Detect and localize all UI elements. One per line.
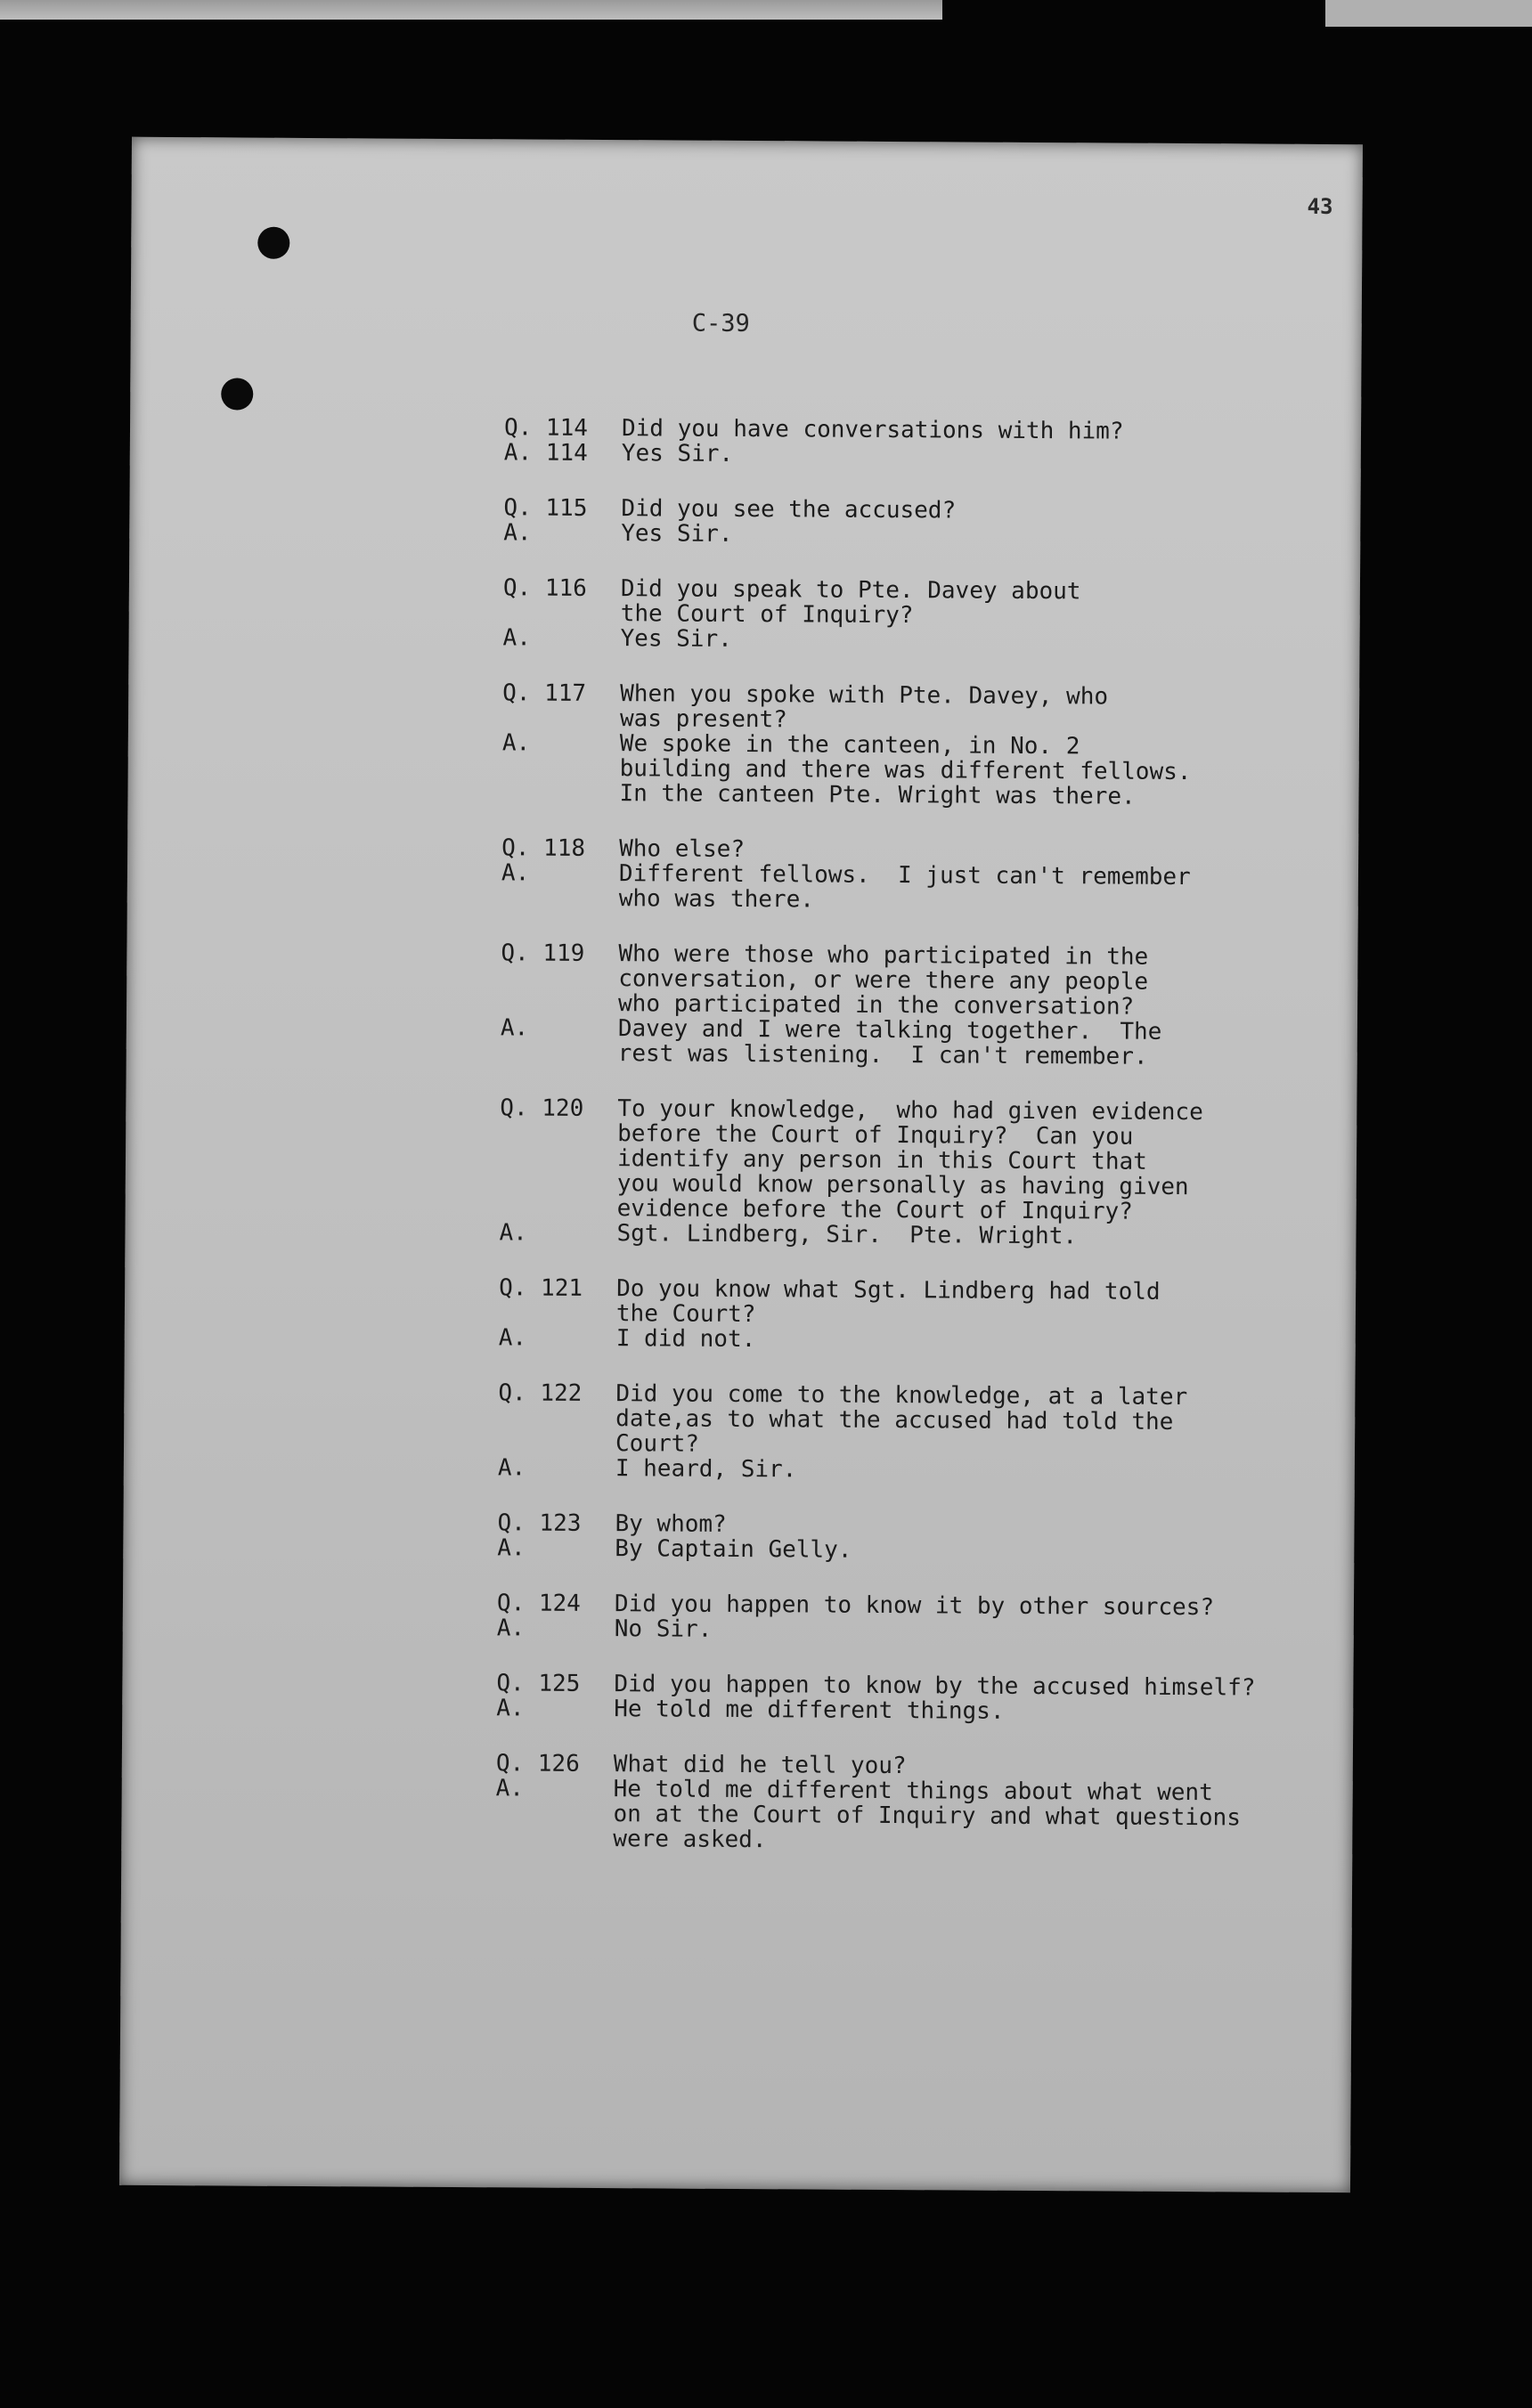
qa-text: Different fellows. I just can't remember <box>618 860 1191 891</box>
qa-label: A. <box>497 1454 526 1482</box>
qa-text: I did not. <box>615 1325 756 1354</box>
punch-hole-bottom <box>221 378 253 410</box>
qa-text: was present? <box>619 705 787 734</box>
qa-text: Sgt. Lindberg, Sir. Pte. Wright. <box>616 1220 1078 1250</box>
qa-label <box>500 1120 617 1146</box>
qa-text: were asked. <box>613 1826 767 1854</box>
document-code: C-39 <box>691 309 750 338</box>
qa-line <box>496 1696 1333 1726</box>
qa-line <box>501 885 1339 915</box>
qa-text: He told me different things about what went <box>613 1776 1213 1807</box>
qa-text: Did you happen to know it by other sources? <box>614 1590 1215 1622</box>
qa-text: you would know personally as having given <box>616 1170 1189 1201</box>
qa-label: Q. 120 <box>500 1094 584 1122</box>
qa-text: the Court? <box>615 1300 756 1329</box>
qa-label <box>502 755 620 781</box>
qa-line <box>497 1615 1334 1646</box>
qa-text: Did you come to the knowledge, at a later <box>615 1380 1188 1411</box>
qa-block <box>499 1095 1337 1250</box>
qa-block <box>497 1590 1334 1646</box>
qa-text: I heard, Sir. <box>615 1455 797 1484</box>
qa-text: conversation, or were there any people <box>618 965 1149 996</box>
qa-label: A. <box>496 1615 526 1642</box>
qa-label: Q. 122 <box>498 1379 583 1407</box>
qa-label: Q. 125 <box>496 1670 581 1697</box>
qa-text: who participated in the conversation? <box>617 990 1135 1021</box>
qa-text: Did you see the accused? <box>621 495 957 525</box>
qa-label <box>501 885 619 911</box>
qa-line <box>499 1325 1336 1355</box>
qa-text: Yes Sir. <box>621 520 733 548</box>
qa-label <box>502 705 620 731</box>
qa-line <box>502 625 1340 655</box>
qa-text: Did you happen to know by the accused himself? <box>614 1671 1256 1702</box>
qa-label <box>501 780 619 806</box>
document-page <box>119 137 1363 2192</box>
qa-label <box>501 990 618 1016</box>
adjacent-page-edge-left <box>0 0 942 20</box>
qa-text: Do you know what Sgt. Lindberg had told <box>616 1275 1161 1306</box>
qa-label <box>498 1405 615 1431</box>
qa-text: Yes Sir. <box>620 625 732 653</box>
qa-label: A. <box>498 1324 527 1352</box>
qa-text: Who else? <box>619 835 746 863</box>
qa-text: In the canteen Pte. Wright was there. <box>619 780 1136 810</box>
qa-line <box>495 1826 1332 1856</box>
qa-label <box>495 1801 613 1826</box>
qa-line <box>498 1455 1335 1485</box>
qa-label: Q. 115 <box>503 494 588 522</box>
qa-block <box>497 1510 1334 1566</box>
qa-line <box>503 520 1340 550</box>
qa-text: the Court of Inquiry? <box>620 600 914 630</box>
qa-block <box>498 1380 1336 1485</box>
page-number: 43 <box>1307 193 1333 220</box>
qa-label: A. <box>503 519 532 547</box>
qa-block <box>496 1671 1333 1726</box>
qa-label <box>495 1826 613 1851</box>
qa-text: Yes Sir. <box>621 440 734 468</box>
qa-text: on at the Court of Inquiry and what questions <box>613 1801 1242 1832</box>
qa-label <box>501 1040 618 1066</box>
qa-text: date,as to what the accused had told the <box>615 1405 1174 1436</box>
qa-label: A. <box>501 729 531 757</box>
qa-text: who was there. <box>618 885 815 914</box>
qa-label: Q. 116 <box>502 574 587 602</box>
qa-text: before the Court of Inquiry? Can you <box>617 1120 1134 1151</box>
qa-line <box>504 440 1341 470</box>
qa-label: A. <box>501 859 530 887</box>
qa-label: A. <box>500 1014 529 1042</box>
qa-text: When you spoke with Pte. Davey, who <box>620 680 1109 711</box>
qa-label: Q. 123 <box>497 1509 582 1537</box>
qa-text: Did you speak to Pte. Davey about <box>620 575 1081 606</box>
qa-label: A. 114 <box>503 439 588 467</box>
qa-label: A. <box>499 1219 527 1247</box>
qa-text: building and there was different fellows. <box>619 755 1192 786</box>
qa-label <box>499 1300 616 1326</box>
qa-text: Did you have conversations with him? <box>621 415 1124 445</box>
qa-text: Court? <box>615 1430 700 1458</box>
qa-block <box>501 940 1339 1070</box>
qa-label <box>498 1430 615 1456</box>
qa-label <box>501 965 618 991</box>
qa-block <box>502 575 1340 655</box>
qa-line <box>497 1535 1334 1566</box>
qa-text: What did he tell you? <box>613 1751 907 1780</box>
adjacent-page-edge-right <box>1325 0 1532 27</box>
qa-label: Q. 126 <box>495 1750 580 1778</box>
qa-line <box>501 1040 1338 1070</box>
qa-label: Q. 121 <box>499 1274 583 1302</box>
qa-label: Q. 117 <box>502 679 587 707</box>
qa-label <box>500 1170 617 1196</box>
qa-text: rest was listening. I can't remember. <box>617 1040 1148 1070</box>
qa-text: He told me different things. <box>614 1696 1005 1725</box>
qa-block <box>499 1275 1336 1355</box>
qa-label: A. <box>496 1695 525 1722</box>
qa-block <box>501 680 1340 810</box>
qa-text: By whom? <box>615 1510 727 1538</box>
qa-label: Q. 114 <box>503 414 589 442</box>
qa-text: To your knowledge, who had given evidence <box>617 1095 1203 1127</box>
qa-block <box>495 1751 1333 1856</box>
punch-hole-top <box>257 227 289 259</box>
qa-label <box>503 600 621 626</box>
qa-block <box>503 495 1340 550</box>
qa-block <box>504 415 1341 470</box>
qa-text: Who were those who participated in the <box>618 940 1149 971</box>
qa-text: No Sir. <box>614 1615 713 1643</box>
qa-block <box>501 835 1339 915</box>
qa-text: identify any person in this Court that <box>616 1145 1147 1176</box>
qa-line <box>501 780 1339 810</box>
qa-label: A. <box>497 1534 526 1562</box>
qa-text: We spoke in the canteen, in No. 2 <box>619 730 1080 761</box>
qa-label: Q. 119 <box>501 940 585 967</box>
qa-label: Q. 118 <box>501 834 586 862</box>
qa-label: A. <box>495 1775 525 1802</box>
testimony-list <box>495 415 1341 1886</box>
qa-label: A. <box>502 624 531 652</box>
qa-label <box>500 1195 617 1221</box>
qa-label: Q. 124 <box>496 1590 581 1617</box>
qa-line <box>499 1220 1336 1250</box>
qa-text: Davey and I were talking together. The <box>617 1015 1162 1045</box>
qa-text: evidence before the Court of Inquiry? <box>616 1195 1133 1225</box>
qa-label <box>500 1145 617 1171</box>
qa-text: By Captain Gelly. <box>615 1535 852 1564</box>
